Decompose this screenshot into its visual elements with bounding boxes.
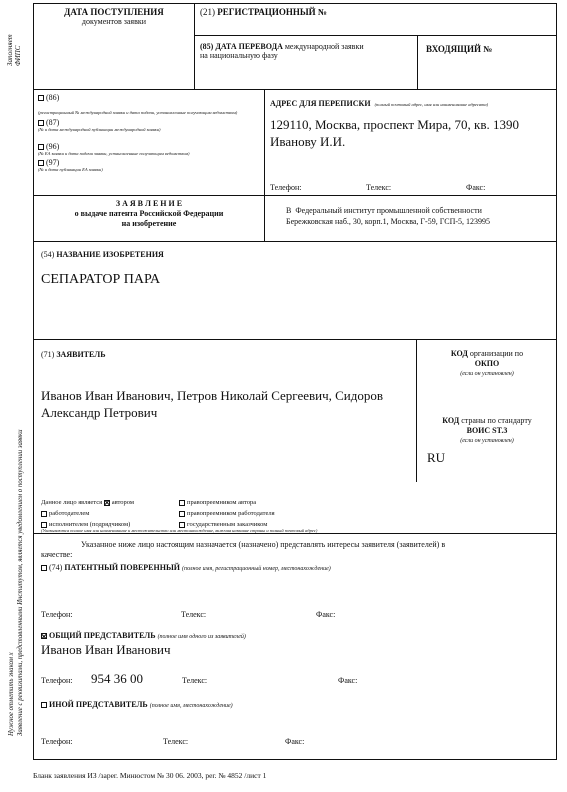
divider [33,195,557,196]
footer-text: Бланк заявления ИЗ /зарег. Минюстом № 30 06. 2003, рег. № 4852 /лист 1 [33,771,267,780]
side-note-top [6,34,22,66]
international-codes-cell [38,93,262,172]
role-successor-employer-option[interactable]: правопреемником работодателя [179,508,275,519]
other-representative-note: (полное имя, местонахождение) [149,703,233,709]
transfer-rest: международной заявки [284,42,364,51]
country-code-block [417,416,557,446]
role-prefix: Данное лицо является [41,499,103,506]
common-telex-label: Телекс: [182,676,208,685]
registration-cell [200,7,327,17]
divider [264,89,265,241]
checkbox-common-representative[interactable] [41,633,47,639]
date-received-cell [34,7,194,26]
divider [33,89,557,90]
role-successor-author-option[interactable]: правопреемником автора [179,497,275,508]
applicant-role-block-right [179,497,275,530]
checkbox-contractor[interactable] [41,522,47,528]
application-title-block [34,199,264,229]
patent-fax-label: Факс: [316,610,336,619]
code-97-row[interactable] [38,158,262,167]
role-employer-option[interactable]: работодателем [41,510,89,517]
common-representative-name[interactable]: Иванов Иван Иванович [41,642,171,657]
transfer-code: (85) [200,42,214,51]
address-title: АДРЕС ДЛЯ ПЕРЕПИСКИ [270,99,371,108]
country-code-value[interactable]: RU [427,450,446,465]
checkbox-96[interactable] [38,144,44,150]
applicant-names-line2: Александр Петрович [41,405,158,420]
application-line3: на изобретение [121,219,177,228]
checkbox-97[interactable] [38,160,44,166]
checkbox-successor-author[interactable] [179,500,185,506]
checkbox-patent-attorney[interactable] [41,565,47,571]
divider [194,35,557,36]
patent-attorney-note: (полное имя, регистрационный номер, местонахождение) [182,566,331,572]
invention-title: НАЗВАНИЕ ИЗОБРЕТЕНИЯ [56,250,164,259]
code-87-note: (№ и дата международной публикации международной заявки) [38,127,161,132]
patent-attorney-row[interactable] [41,563,331,572]
code-86: (86) [46,93,60,102]
checkbox-successor-employer[interactable] [179,511,185,517]
representative-intro [41,540,445,560]
country-kod: КОД [442,416,460,425]
common-fax-label: Факс: [338,676,358,685]
common-representative-note: (полное имя одного из заявителей) [157,634,246,640]
common-representative-row[interactable] [41,631,246,640]
application-title: З А Я В Л Е Н И Е [115,199,183,208]
patent-telex-label: Телекс: [181,610,207,619]
address-line2: Иванову И.И. [270,134,346,149]
code-86-row[interactable] [38,93,262,102]
address-value[interactable] [270,116,519,150]
representative-intro-line2: качестве: [41,550,73,559]
invention-code: (54) [41,250,55,259]
okpo-note: (если он установлен) [460,371,514,377]
divider [194,3,195,89]
transfer-date-cell [200,42,415,60]
checkbox-86[interactable] [38,95,44,101]
checkbox-state-customer[interactable] [179,522,185,528]
okpo-kod: КОД [450,349,468,358]
patent-phone-label: Телефон: [41,610,73,619]
common-representative-title: ОБЩИЙ ПРЕДСТАВИТЕЛЬ [49,631,156,640]
applicant-header [41,350,105,359]
address-telex-label: Телекс: [366,183,392,192]
date-received-title: ДАТА ПОСТУПЛЕНИЯ [64,7,164,17]
country-rest: страны по стандарту [461,416,532,425]
address-note: (полный почтовый адрес, имя или наименование адресата) [374,102,489,107]
country-std: ВОИС ST.3 [466,426,508,435]
recipient-name: Федеральный институт промышленной собственности [295,206,482,215]
other-fax-label: Факс: [285,737,305,746]
invention-name[interactable]: СЕПАРАТОР ПАРА [41,272,161,287]
code-96-note: (№ ЕА заявки и дата подачи заявки, установленные получающим ведомством) [38,151,190,156]
other-phone-label: Телефон: [41,737,73,746]
recipient-block [286,205,490,227]
side-note-top-line2: ФИПС [14,45,22,66]
side-note-top-line1: Заполняет [6,34,14,66]
common-phone-label: Телефон: [41,676,73,685]
role-author-option[interactable]: автором [104,499,134,506]
transfer-title: ДАТА ПЕРЕВОДА [215,42,283,51]
address-phone-label: Телефон: [270,183,302,192]
divider [33,533,557,534]
incoming-number-title: ВХОДЯЩИЙ № [426,44,493,54]
side-note-bottom [7,429,25,736]
other-telex-label: Телекс: [163,737,189,746]
applicant-title: ЗАЯВИТЕЛЬ [56,350,106,359]
recipient-address: Бережковская наб., 30, корп.1, Москва, Г-59, ГСП-5, 123995 [286,217,491,226]
checkbox-other-representative[interactable] [41,702,47,708]
other-representative-title: ИНОЙ ПРЕДСТАВИТЕЛЬ [49,700,148,709]
address-line1: 129110, Москва, проспект Мира, 70, кв. 1390 [270,117,519,132]
registration-code: (21) [200,7,215,17]
applicant-role-note: (Указываются полное имя или наименование и местожительство или местонахождение, включая название страны и полный почтовый адрес) [41,528,318,533]
date-received-sub: документов заявки [81,17,147,26]
country-note: (если он установлен) [460,438,514,444]
transfer-line2: на национальную фазу [200,51,278,60]
recipient-prefix: В [286,206,292,215]
code-86-note: (регистрационный № международной заявки и дата подачи, установленные получающим ведомством) [38,110,238,115]
code-87: (87) [46,118,60,127]
checkbox-employer[interactable] [41,511,47,517]
registration-title: РЕГИСТРАЦИОННЫЙ № [217,7,327,17]
okpo-rest: организации по [469,349,524,358]
representative-intro-line1: Указанное ниже лицо настоящим назначается (назначено) представлять интересы заявителя (заявителей) в [81,540,446,549]
role-contractor-option[interactable]: исполнителем (подрядчиком) [41,521,130,528]
okpo-name: ОКПО [474,359,500,368]
checkbox-author[interactable] [104,500,110,506]
invention-header [41,250,164,259]
patent-attorney-code: (74) [49,563,63,572]
code-87-row[interactable] [38,118,262,127]
applicant-code: (71) [41,350,55,359]
divider [417,35,418,89]
side-note-bottom-line1: Нужное отметить знаком х [8,652,15,736]
application-line2: о выдаче патента Российской Федерации [74,209,224,218]
applicant-names[interactable] [41,387,383,421]
side-note-bottom-line2: Заявление с реквизитами, представленными Институтом, является уведомлением о поступлении заявки [17,429,24,736]
address-fax-label: Факс: [466,183,486,192]
role-state-option[interactable]: государственным заказчиком [179,519,275,530]
other-representative-row[interactable] [41,700,233,709]
divider [33,339,557,340]
checkbox-87[interactable] [38,120,44,126]
code-96-row[interactable] [38,142,262,151]
applicant-names-line1: Иванов Иван Иванович, Петров Николай Сергеевич, Сидоров [41,388,384,403]
code-97: (97) [46,158,60,167]
common-phone-value[interactable]: 954 36 00 [91,671,143,686]
divider [33,241,557,242]
okpo-code-block [417,349,557,379]
address-header [270,93,488,111]
code-96: (96) [46,142,60,151]
applicant-role-block [41,497,134,530]
patent-attorney-title: ПАТЕНТНЫЙ ПОВЕРЕННЫЙ [64,563,181,572]
code-97-note: (№ и дата публикации ЕА заявки) [38,167,103,172]
